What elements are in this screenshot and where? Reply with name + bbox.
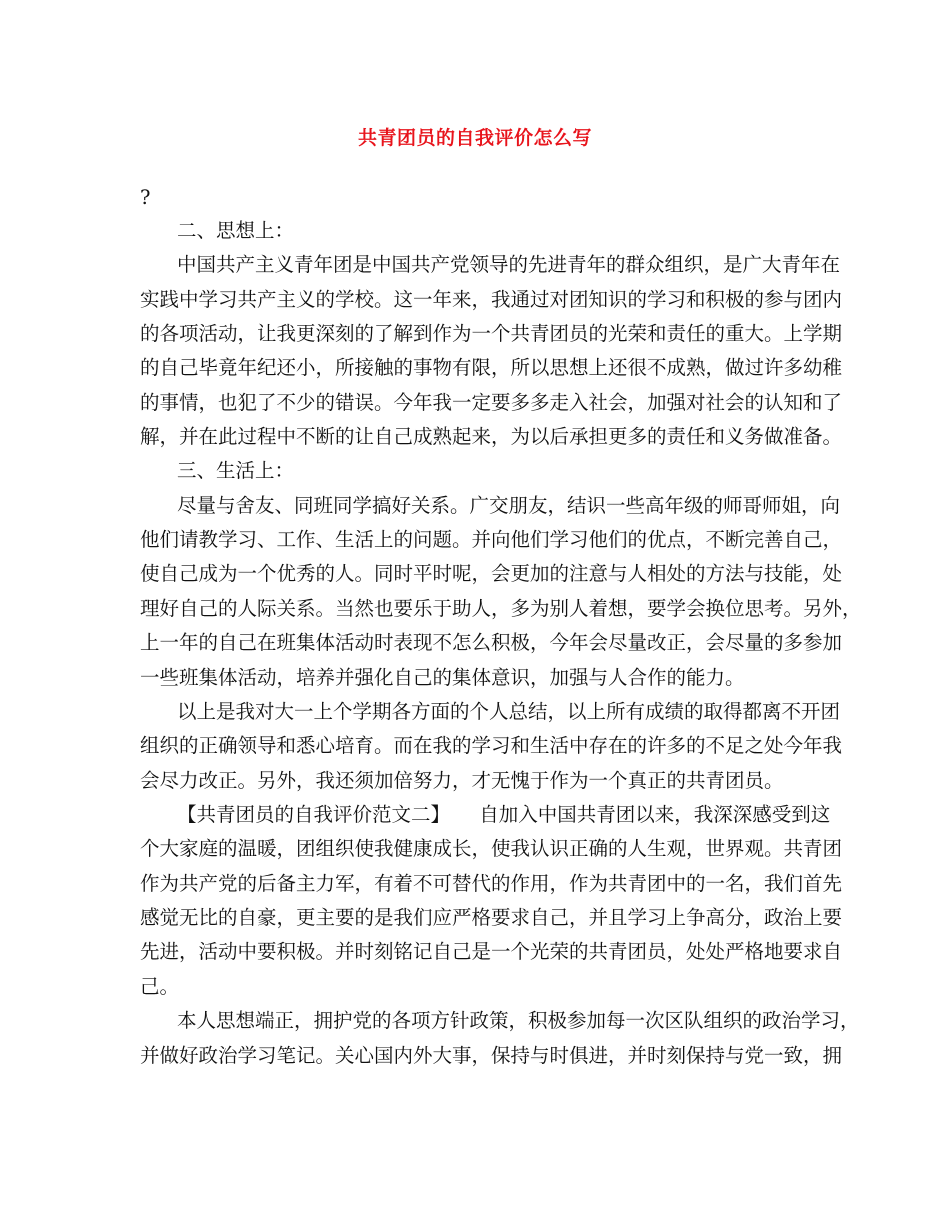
text-line: 会尽力改正。另外，我还须加倍努力，才无愧于作为一个真正的共青团员。 bbox=[140, 769, 784, 792]
document-title: 共青团员的自我评价怎么写 bbox=[357, 127, 592, 149]
text-line: 先进，活动中要积极。并时刻铭记自己是一个光荣的共青团员，处处严格地要求自 bbox=[140, 940, 843, 963]
text-line: 以上是我对大一上个学期各方面的个人总结，以上所有成绩的取得都离不开团 bbox=[177, 700, 841, 723]
text-line: 感觉无比的自豪，更主要的是我们应严格要求自己，并且学习上争高分，政治上要 bbox=[140, 906, 843, 929]
text-line: 一些班集体活动，培养并强化自己的集体意识，加强与人合作的能力。 bbox=[140, 666, 745, 689]
text-line: 本人思想端正，拥护党的各项方针政策，积极参加每一次区队组织的政治学习， bbox=[177, 1009, 860, 1032]
text-line: 并做好政治学习笔记。关心国内外大事，保持与时俱进，并时刻保持与党一致，拥 bbox=[140, 1044, 843, 1067]
section-heading: 三、生活上： bbox=[177, 459, 295, 482]
text-line: 他们请教学习、工作、生活上的问题。并向他们学习他们的优点，不断完善自己， bbox=[140, 528, 843, 551]
text-line: 尽量与舍友、同班同学搞好关系。广交朋友，结识一些高年级的师哥师姐，向 bbox=[177, 494, 841, 517]
text-line: 己。 bbox=[140, 975, 180, 998]
text-line: 使自己成为一个优秀的人。同时平时呢，会更加的注意与人相处的方法与技能，处 bbox=[140, 562, 843, 585]
text-line: 实践中学习共产主义的学校。这一年来，我通过对团知识的学习和积极的参与团内 bbox=[140, 288, 843, 311]
text-line: 个大家庭的温暖，团组织使我健康成长，使我认识正确的人生观，世界观。共青团 bbox=[140, 837, 843, 860]
text-line: 中国共产主义青年团是中国共产党领导的先进青年的群众组织，是广大青年在 bbox=[177, 253, 841, 276]
text-line: 的自己毕竟年纪还小，所接触的事物有限，所以思想上还很不成熟，做过许多幼稚 bbox=[140, 356, 843, 379]
section-heading: 二、思想上： bbox=[177, 219, 295, 242]
text-line: 的事情，也犯了不少的错误。今年我一定要多多走入社会，加强对社会的认知和了 bbox=[140, 391, 843, 414]
text-line: 【共青团员的自我评价范文二】 自加入中国共青团以来，我深深感受到这 bbox=[177, 803, 831, 826]
text-line: 解，并在此过程中不断的让自己成熟起来，为以后承担更多的责任和义务做准备。 bbox=[140, 425, 843, 448]
text-line: ? bbox=[140, 186, 151, 209]
text-line: 组织的正确领导和悉心培育。而在我的学习和生活中存在的许多的不足之处今年我 bbox=[140, 734, 843, 757]
text-line: 理好自己的人际关系。当然也要乐于助人，多为别人着想，要学会换位思考。另外， bbox=[140, 597, 862, 620]
text-line: 的各项活动，让我更深刻的了解到作为一个共青团员的光荣和责任的重大。上学期 bbox=[140, 322, 843, 345]
text-line: 作为共产党的后备主力军，有着不可替代的作用，作为共青团中的一名，我们首先 bbox=[140, 872, 843, 895]
text-line: 上一年的自己在班集体活动时表现不怎么积极，今年会尽量改正，会尽量的多参加 bbox=[140, 631, 843, 654]
